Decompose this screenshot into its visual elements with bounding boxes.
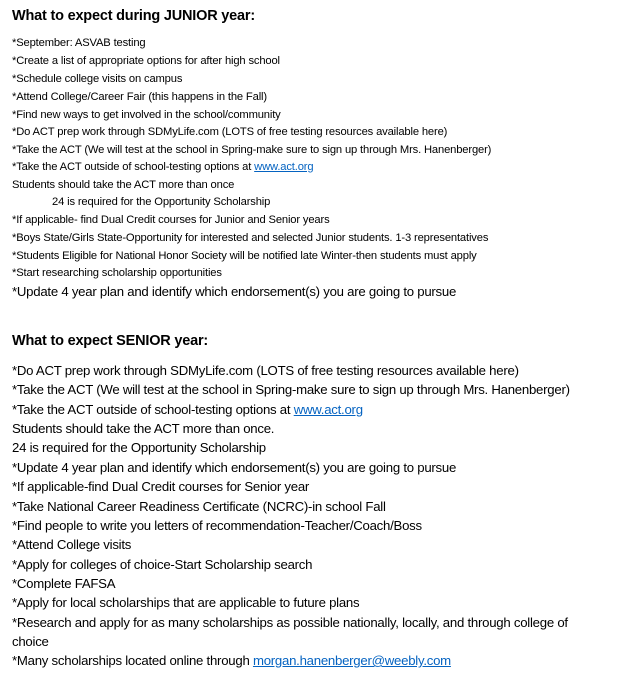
junior-act-link[interactable]: www.act.org: [254, 161, 314, 173]
weebly-link[interactable]: morgan.hanenberger@weebly.com: [252, 653, 451, 668]
junior-item-take-act: *Take the ACT (We will test at the school in Spring-make sure to sign up through Mrs. Hanenberger): [12, 144, 492, 156]
junior-item-career-fair: *Attend College/Career Fair (this happens in the Fall): [12, 91, 267, 103]
senior-item-local-scholarships: *Apply for local scholarships that are applicable to future plans: [12, 595, 360, 610]
junior-item-opportunity-scholarship: 24 is required for the Opportunity Scholarship: [52, 196, 271, 208]
senior-item-act-more-than-once: Students should take the ACT more than once.: [12, 421, 275, 436]
senior-item-recommendation-letters: *Find people to write you letters of recommendation-Teacher/Coach/Boss: [12, 518, 422, 533]
junior-item-asvab: *September: ASVAB testing: [12, 37, 146, 49]
junior-item-college-visits: *Schedule college visits on campus: [12, 73, 183, 85]
junior-item-dual-credit: *If applicable- find Dual Credit courses for Junior and Senior years: [12, 214, 330, 226]
senior-item-college-visits: *Attend College visits: [12, 537, 132, 552]
senior-item-fafsa: *Complete FAFSA: [12, 576, 116, 591]
senior-item-dual-credit: *If applicable-find Dual Credit courses for Senior year: [12, 479, 310, 494]
junior-item-act-outside: [12, 161, 313, 173]
senior-item-take-act: *Take the ACT (We will test at the school in Spring-make sure to sign up through Mrs. Hanenberger): [12, 382, 570, 397]
junior-item-get-involved: *Find new ways to get involved in the school/community: [12, 109, 281, 121]
junior-item-scholarship-research: *Start researching scholarship opportunities: [12, 267, 222, 279]
senior-item-research-scholarships: *Research and apply for as many scholarships as possible nationally, locally, and through college of: [12, 615, 568, 630]
senior-item-online-scholarships: [12, 653, 451, 668]
senior-item-opportunity-scholarship: 24 is required for the Opportunity Scholarship: [12, 440, 266, 455]
junior-item-options-list: *Create a list of appropriate options for after high school: [12, 55, 280, 67]
senior-online-scholarships-text: *Many scholarships located online through: [12, 653, 253, 668]
junior-item-act-more-than-once: Students should take the ACT more than once: [12, 179, 235, 191]
senior-act-link[interactable]: www.act.org: [293, 402, 363, 417]
senior-item-research-scholarships-cont: choice: [12, 634, 49, 649]
senior-item-4-year-plan: *Update 4 year plan and identify which endorsement(s) you are going to pursue: [12, 460, 457, 475]
junior-act-outside-text: *Take the ACT outside of school-testing options at: [12, 161, 255, 173]
senior-item-act-prep: *Do ACT prep work through SDMyLife.com (LOTS of free testing resources available here): [12, 363, 519, 378]
junior-item-act-prep: *Do ACT prep work through SDMyLife.com (LOTS of free testing resources available here): [12, 126, 448, 138]
junior-item-nhs: *Students Eligible for National Honor Society will be notified late Winter-then students must apply: [12, 250, 477, 262]
junior-heading: What to expect during JUNIOR year:: [12, 8, 255, 24]
junior-item-4-year-plan: *Update 4 year plan and identify which endorsement(s) you are going to pursue: [12, 284, 457, 299]
senior-heading: What to expect SENIOR year:: [12, 333, 209, 349]
junior-item-boys-girls-state: *Boys State/Girls State-Opportunity for interested and selected Junior students. 1-3 representatives: [12, 232, 489, 244]
senior-item-ncrc: *Take National Career Readiness Certificate (NCRC)-in school Fall: [12, 499, 386, 514]
senior-item-act-outside: [12, 402, 363, 417]
senior-item-apply-colleges: *Apply for colleges of choice-Start Scholarship search: [12, 557, 313, 572]
senior-act-outside-text: *Take the ACT outside of school-testing options at: [12, 402, 294, 417]
